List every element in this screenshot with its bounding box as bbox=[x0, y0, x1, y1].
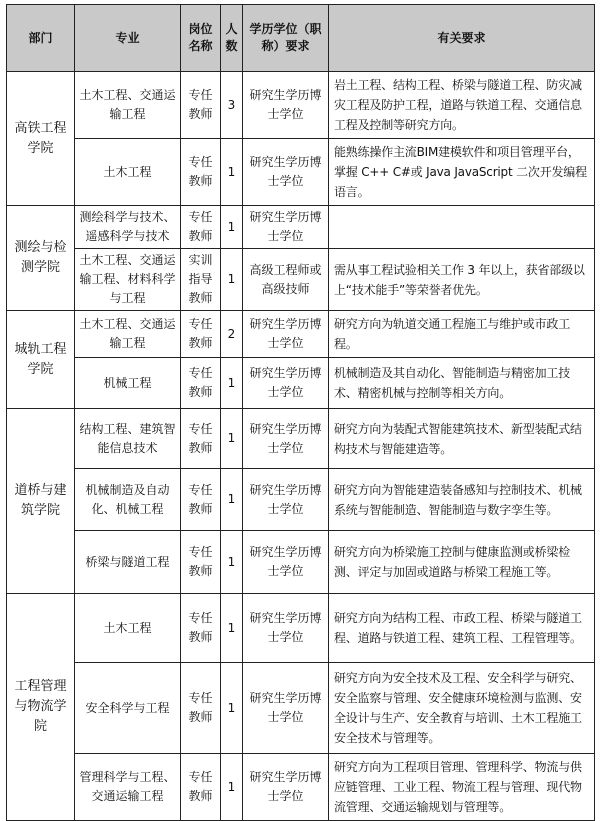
count-cell: 1 bbox=[221, 469, 243, 531]
degree-cell: 研究生学历博士学位 bbox=[243, 531, 329, 594]
header-count: 人数 bbox=[221, 5, 243, 72]
requirements-cell: 研究方向为工程项目管理、管理科学、物流与供应链管理、工业工程、物流工程与管理、现代物流管理、交通运输规划与管理等。 bbox=[329, 754, 595, 821]
header-requirements: 有关要求 bbox=[329, 5, 595, 72]
degree-cell: 研究生学历博士学位 bbox=[243, 206, 329, 249]
major-cell: 土木工程、交通运输工程 bbox=[75, 311, 181, 358]
header-degree: 学历学位（职称）要求 bbox=[243, 5, 329, 72]
requirements-cell: 研究方向为装配式智能建筑技术、新型装配式结构技术与智能建造等。 bbox=[329, 409, 595, 469]
degree-cell: 研究生学历博士学位 bbox=[243, 594, 329, 663]
table-row bbox=[7, 139, 595, 206]
requirements-cell: 研究方向为智能建造装备感知与控制技术、机械系统与智能制造、智能制造与数字孪生等。 bbox=[329, 469, 595, 531]
table-row bbox=[7, 469, 595, 531]
header-major: 专业 bbox=[75, 5, 181, 72]
degree-cell: 研究生学历博士学位 bbox=[243, 663, 329, 754]
count-cell: 1 bbox=[221, 409, 243, 469]
degree-cell: 研究生学历博士学位 bbox=[243, 72, 329, 139]
requirements-cell: 研究方向为桥梁施工控制与健康监测或桥梁检测、评定与加固或道路与桥梁工程施工等。 bbox=[329, 531, 595, 594]
count-cell: 1 bbox=[221, 754, 243, 821]
header-post: 岗位名称 bbox=[181, 5, 221, 72]
degree-cell: 研究生学历博士学位 bbox=[243, 311, 329, 358]
post-cell: 专任教师 bbox=[181, 311, 221, 358]
post-cell: 专任教师 bbox=[181, 206, 221, 249]
count-cell: 1 bbox=[221, 531, 243, 594]
count-cell: 1 bbox=[221, 663, 243, 754]
post-cell: 专任教师 bbox=[181, 139, 221, 206]
header-row bbox=[7, 5, 595, 72]
requirements-cell: 研究方向为轨道交通工程施工与维护或市政工程。 bbox=[329, 311, 595, 358]
major-cell: 机械工程 bbox=[75, 358, 181, 409]
table-row bbox=[7, 531, 595, 594]
table-row bbox=[7, 249, 595, 311]
count-cell: 1 bbox=[221, 139, 243, 206]
count-cell: 2 bbox=[221, 311, 243, 358]
major-cell: 土木工程、交通运输工程、材料科学与工程 bbox=[75, 249, 181, 311]
table-body bbox=[7, 72, 595, 821]
post-cell: 专任教师 bbox=[181, 754, 221, 821]
dept-cell: 道桥与建筑学院 bbox=[7, 409, 75, 594]
major-cell: 结构工程、建筑智能信息技术 bbox=[75, 409, 181, 469]
table-row bbox=[7, 358, 595, 409]
count-cell: 1 bbox=[221, 594, 243, 663]
requirements-cell: 研究方向为安全技术及工程、安全科学与研究、安全监察与管理、安全健康环境检测与监测、安全设计与生产、安全教育与培训、土木工程施工安全技术与管理等。 bbox=[329, 663, 595, 754]
requirements-cell: 机械制造及其自动化、智能制造与精密加工技术、精密机械与控制等相关方向。 bbox=[329, 358, 595, 409]
post-cell: 专任教师 bbox=[181, 469, 221, 531]
major-cell: 机械制造及自动化、机械工程 bbox=[75, 469, 181, 531]
count-cell: 1 bbox=[221, 358, 243, 409]
dept-cell: 高铁工程学院 bbox=[7, 72, 75, 206]
dept-cell: 工程管理与物流学院 bbox=[7, 594, 75, 821]
degree-cell: 研究生学历博士学位 bbox=[243, 469, 329, 531]
dept-cell: 城轨工程学院 bbox=[7, 311, 75, 409]
post-cell: 实训指导教师 bbox=[181, 249, 221, 311]
table-row bbox=[7, 72, 595, 139]
degree-cell: 高级工程师或高级技师 bbox=[243, 249, 329, 311]
post-cell: 专任教师 bbox=[181, 409, 221, 469]
post-cell: 专任教师 bbox=[181, 72, 221, 139]
degree-cell: 研究生学历博士学位 bbox=[243, 358, 329, 409]
major-cell: 测绘科学与技术、遥感科学与技术 bbox=[75, 206, 181, 249]
recruitment-table-container bbox=[6, 4, 594, 821]
post-cell: 专任教师 bbox=[181, 663, 221, 754]
requirements-cell: 需从事工程试验相关工作 3 年以上，获省部级以上“技术能手”等荣誉者优先。 bbox=[329, 249, 595, 311]
table-row bbox=[7, 409, 595, 469]
dept-cell: 测绘与检测学院 bbox=[7, 206, 75, 311]
major-cell: 管理科学与工程、交通运输工程 bbox=[75, 754, 181, 821]
major-cell: 桥梁与隧道工程 bbox=[75, 531, 181, 594]
count-cell: 1 bbox=[221, 206, 243, 249]
post-cell: 专任教师 bbox=[181, 531, 221, 594]
table-row bbox=[7, 754, 595, 821]
major-cell: 安全科学与工程 bbox=[75, 663, 181, 754]
count-cell: 1 bbox=[221, 249, 243, 311]
degree-cell: 研究生学历博士学位 bbox=[243, 139, 329, 206]
table-row bbox=[7, 594, 595, 663]
table-row bbox=[7, 206, 595, 249]
post-cell: 专任教师 bbox=[181, 358, 221, 409]
table-row bbox=[7, 663, 595, 754]
count-cell: 3 bbox=[221, 72, 243, 139]
requirements-cell bbox=[329, 206, 595, 249]
major-cell: 土木工程 bbox=[75, 594, 181, 663]
major-cell: 土木工程、交通运输工程 bbox=[75, 72, 181, 139]
requirements-cell: 研究方向为结构工程、市政工程、桥梁与隧道工程、道路与铁道工程、建筑工程、工程管理等。 bbox=[329, 594, 595, 663]
recruitment-table bbox=[6, 4, 595, 821]
requirements-cell: 能熟练操作主流BIM建模软件和项目管理平台，掌握 C++ C#或 Java JavaScript 二次开发编程语言。 bbox=[329, 139, 595, 206]
header-dept: 部门 bbox=[7, 5, 75, 72]
degree-cell: 研究生学历博士学位 bbox=[243, 409, 329, 469]
requirements-cell: 岩土工程、结构工程、桥梁与隧道工程、防灾减灾工程及防护工程，道路与铁道工程、交通信息工程及控制等研究方向。 bbox=[329, 72, 595, 139]
degree-cell: 研究生学历博士学位 bbox=[243, 754, 329, 821]
post-cell: 专任教师 bbox=[181, 594, 221, 663]
major-cell: 土木工程 bbox=[75, 139, 181, 206]
table-row bbox=[7, 311, 595, 358]
